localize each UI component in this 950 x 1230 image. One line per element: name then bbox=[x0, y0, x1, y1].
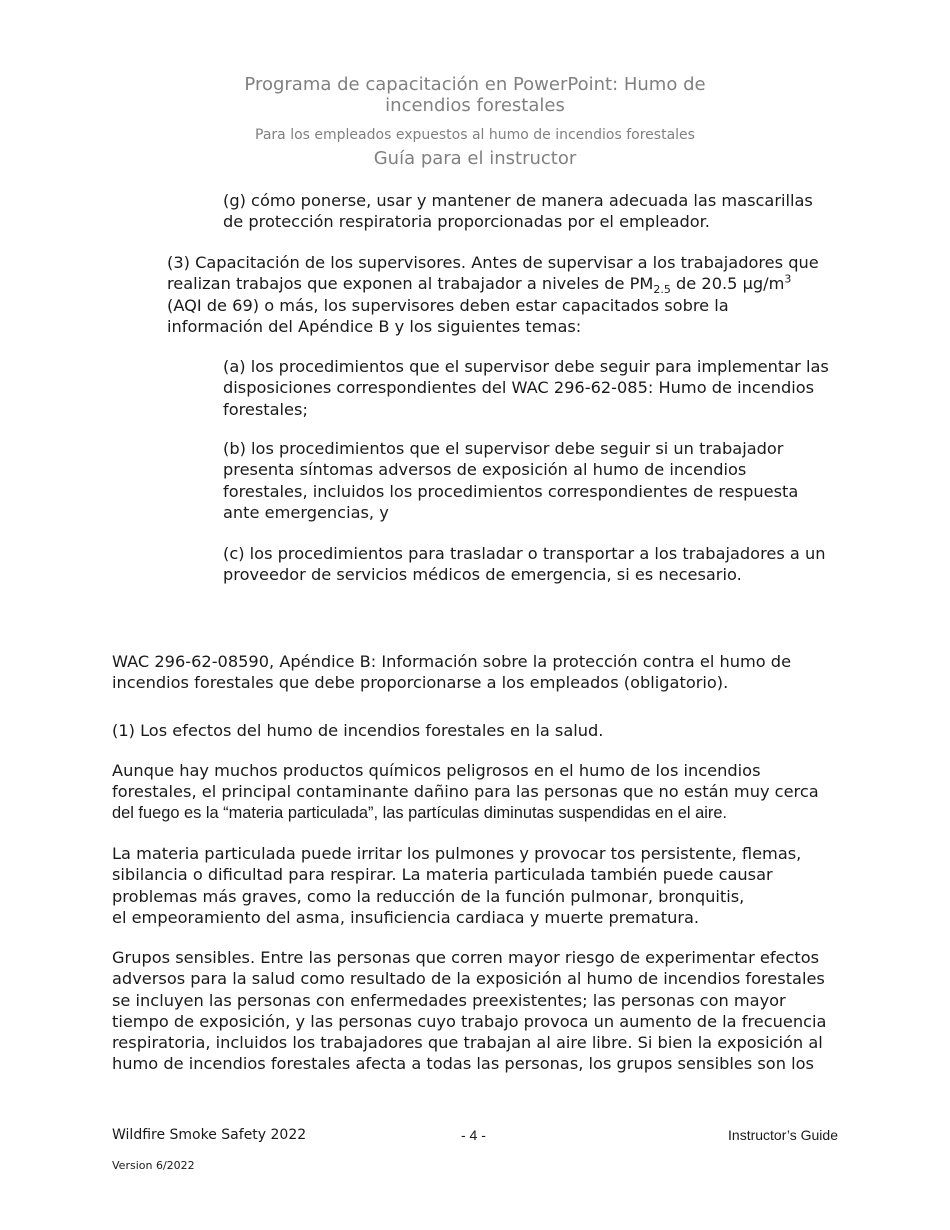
text-line: forestales, incluidos los procedimientos correspondientes de respuesta bbox=[223, 481, 799, 501]
text-line: se incluyen las personas con enfermedades preexistentes; las personas con mayor bbox=[112, 990, 786, 1010]
text-line: (g) cómo ponerse, usar y mantener de manera adecuada las mascarillas bbox=[223, 191, 813, 210]
text-line: humo de incendios forestales afecta a todas las personas, los grupos sensibles son los bbox=[112, 1054, 814, 1074]
text-line: respiratoria, incluidos los trabajadores que trabajan al aire libre. Si bien la exposición al bbox=[112, 1033, 823, 1053]
text-line: forestales; bbox=[223, 399, 308, 419]
pm-subscript: 2.5 bbox=[653, 283, 671, 297]
text-line: el empeoramiento del asma, insuficiencia cardiaca y muerte prematura. bbox=[112, 907, 700, 927]
text-line: (b) los procedimientos que el supervisor debe seguir si un trabajador bbox=[223, 439, 784, 458]
text-line: adversos para la salud como resultado de la exposición al humo de incendios forestales bbox=[112, 969, 825, 989]
page-header-subtitle: Para los empleados expuestos al humo de incendios forestales bbox=[255, 127, 695, 143]
page-number: - 4 - bbox=[461, 1127, 486, 1143]
concentration-text: de 20.5 µg/m bbox=[670, 274, 785, 294]
pm-text: realizan trabajos que exponen al trabajador a niveles de PM bbox=[167, 274, 654, 294]
health-effects-heading bbox=[112, 720, 847, 741]
page-header-guide: Guía para el instructor bbox=[373, 148, 577, 169]
item-g-paragraph bbox=[223, 190, 848, 233]
sensitive-groups-paragraph bbox=[112, 947, 847, 1075]
text-line: información del Apéndice B y los siguientes temas: bbox=[167, 316, 582, 336]
item-c-paragraph bbox=[223, 543, 848, 586]
text-line: (1) Los efectos del humo de incendios forestales en la salud. bbox=[112, 721, 604, 740]
text-line: de protección respiratoria proporcionadas por el empleador. bbox=[223, 212, 710, 232]
text-line: disposiciones correspondientes del WAC 296-62-085: Humo de incendios bbox=[223, 378, 815, 398]
text-line: sibilancia o dificultad para respirar. La materia particulada también puede causar bbox=[112, 865, 773, 885]
text-line: tiempo de exposición, y las personas cuyo trabajo provoca un aumento de la frecuencia bbox=[112, 1011, 827, 1031]
footer-title: Wildfire Smoke Safety 2022 bbox=[112, 1127, 307, 1143]
footer-version: Version 6/2022 bbox=[112, 1159, 195, 1172]
text-line: WAC 296-62-08590, Apéndice B: Información sobre la protección contra el humo de bbox=[112, 652, 792, 671]
text-line: incendios forestales que debe proporcionarse a los empleados (obligatorio). bbox=[112, 673, 729, 693]
text-line: (a) los procedimientos que el supervisor debe seguir para implementar las bbox=[223, 357, 829, 376]
item-b-paragraph bbox=[223, 438, 848, 523]
unit-superscript: 3 bbox=[784, 272, 792, 286]
text-line: Aunque hay muchos productos químicos peligrosos en el humo de los incendios bbox=[112, 761, 761, 780]
health-impacts-paragraph bbox=[112, 843, 847, 928]
header-title-line: incendios forestales bbox=[385, 95, 565, 116]
text-line: ante emergencias, y bbox=[223, 502, 389, 522]
text-line bbox=[167, 272, 847, 297]
text-line: (3) Capacitación de los supervisores. Antes de supervisar a los trabajadores que bbox=[167, 253, 819, 272]
text-line: problemas más graves, como la reducción de la función pulmonar, bronquitis, bbox=[112, 886, 745, 906]
text-line: (AQI de 69) o más, los supervisores deben estar capacitados sobre la bbox=[167, 295, 729, 315]
header-title-line: Programa de capacitación en PowerPoint: Humo de bbox=[244, 74, 706, 95]
supervisor-training-paragraph bbox=[167, 252, 847, 337]
text-line: La materia particulada puede irritar los pulmones y provocar tos persistente, flemas, bbox=[112, 844, 802, 863]
footer-guide-label: Instructor’s Guide bbox=[728, 1127, 838, 1143]
page-header-title bbox=[0, 74, 950, 116]
item-a-paragraph bbox=[223, 356, 848, 420]
text-line: proveedor de servicios médicos de emergencia, si es necesario. bbox=[223, 565, 742, 585]
appendix-title bbox=[112, 651, 847, 694]
particulate-paragraph bbox=[112, 760, 847, 824]
text-line: (c) los procedimientos para trasladar o transportar a los trabajadores a un bbox=[223, 544, 826, 563]
text-line: del fuego es la “materia particulada”, las partículas diminutas suspendidas en el aire. bbox=[112, 803, 727, 822]
text-line: forestales, el principal contaminante dañino para las personas que no están muy cerca bbox=[112, 782, 819, 802]
text-line: presenta síntomas adversos de exposición al humo de incendios bbox=[223, 460, 747, 480]
text-line: Grupos sensibles. Entre las personas que corren mayor riesgo de experimentar efectos bbox=[112, 948, 820, 967]
